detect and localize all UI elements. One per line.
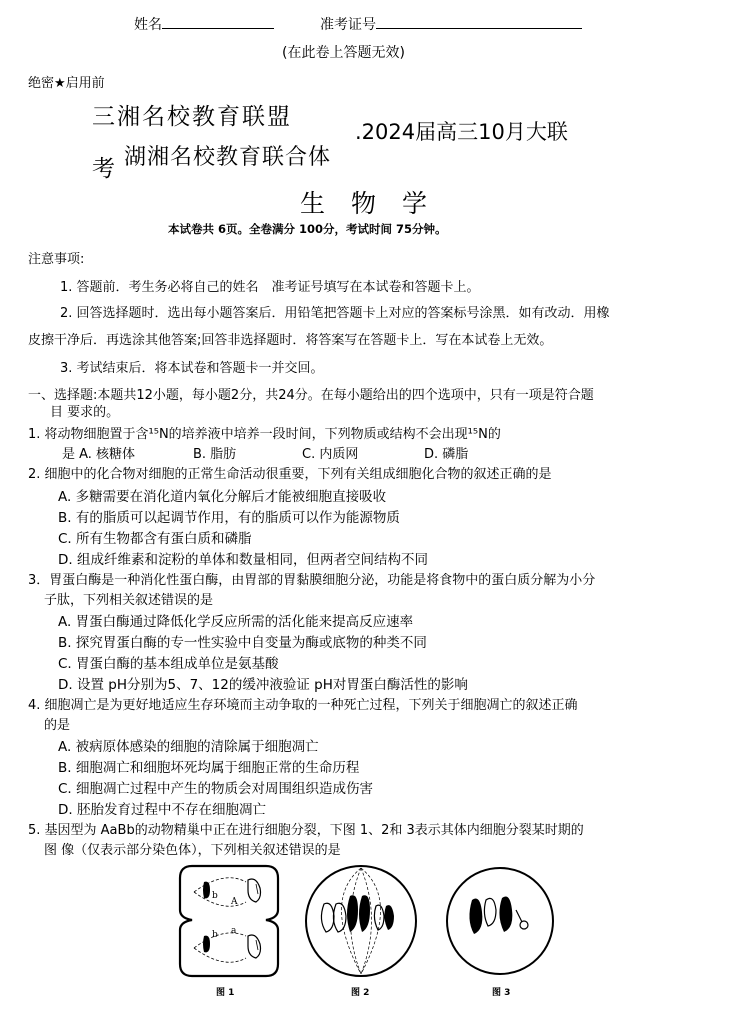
subject-title: 生物学 [300,189,454,218]
title-prefix: 考 [92,156,117,182]
q2-option-c: C. 所有生物都含有蛋白质和磷脂 [58,531,252,547]
q3-option-c: C. 胃蛋白酶的基本组成单位是氨基酸 [58,656,279,672]
note-item-3: 3. 考试结束后．将本试卷和答题卡一并交回。 [60,361,324,376]
exam-info: 本试卷共 6页。全卷满分 100分，考试时间 75分钟。 [168,222,447,236]
fig1-label-b-lower: b [212,930,218,940]
figure-1-caption: 图 1 [216,988,235,998]
q4-option-d: D. 胚胎发育过程中不存在细胞凋亡 [58,802,266,818]
q4-option-c: C. 细胞凋亡过程中产生的物质会对周围组织造成伤害 [58,781,374,797]
org-name-line2: 湖湘名校教育联合体 [124,145,332,170]
question-3-stem-cont: 子肽，下列相关叙述错误的是 [44,593,214,608]
question-5-stem: 5. 基因型为 AaBb的动物精巢中正在进行细胞分裂，下图 1、2和 3表示其体内细胞分裂某时期的 [28,823,584,838]
q2-option-b: B. 有的脂质可以起调节作用，有的脂质可以作为能源物质 [58,510,400,526]
q4-option-a: A. 被病原体感染的细胞的清除属于细胞凋亡 [58,739,319,755]
note-item-1: 1. 答题前．考生务必将自己的姓名 准考证号填写在本试卷和答题卡上。 [60,280,480,295]
section-heading: 一、选择题:本题共12小题，每小题2分，共24分。在每小题给出的四个选项中，只有一项是符合题 [28,388,594,403]
figure-2-caption: 图 2 [351,988,370,998]
question-1-stem: 1. 将动物细胞置于含¹⁵N的培养液中培养一段时间，下列物质或结构不会出现¹⁵N的 [28,427,501,442]
figure-2 [302,860,420,982]
section-heading-cont: 目 要求的。 [50,405,120,420]
fig1-label-b-upper: b [212,891,218,901]
figure-1 [174,862,284,980]
question-3-stem: 3．胃蛋白酶是一种消化性蛋白酶，由胃部的胃黏膜细胞分泌，功能是将食物中的蛋白质分解为小分 [28,573,596,588]
org-name-line1: 三湘名校教育联盟 [92,104,292,130]
q1-option-b: B. 脂肪 [193,447,237,462]
question-5-stem-cont: 图 像（仅表示部分染色体），下列相关叙述错误的是 [44,843,341,858]
name-field [134,14,274,34]
figure-3-caption: 图 3 [492,988,511,998]
question-2-stem: 2. 细胞中的化合物对细胞的正常生命活动很重要，下列有关组成细胞化合物的叙述正确的是 [28,467,552,482]
q1-option-a: 是 A. 核糖体 [62,447,136,462]
secret-mark: 绝密★启用前 [28,76,105,91]
exam-title: .2024届高三10月大联 [355,120,568,144]
note-item-2-cont: 皮擦干净后．再选涂其他答案;回答非选择题时．将答案写在答题卡上．写在本试卷上无效。 [28,333,553,348]
q3-option-b: B. 探究胃蛋白酶的专一性实验中自变量为酶或底物的种类不同 [58,635,427,651]
q2-option-a: A. 多糖需要在消化道内氧化分解后才能被细胞直接吸收 [58,489,387,505]
exam-id-field [320,14,582,34]
question-4-stem: 4. 细胞凋亡是为更好地适应生存环境而主动争取的一种死亡过程，下列关于细胞凋亡的叙述正确 [28,698,578,713]
q1-option-d: D. 磷脂 [424,447,469,462]
q3-option-a: A. 胃蛋白酶通过降低化学反应所需的活化能来提高反应速率 [58,614,414,630]
q3-option-d: D. 设置 pH分别为5、7、12的缓冲液验证 pH对胃蛋白酶活性的影响 [58,677,468,693]
q1-option-c: C. 内质网 [302,447,359,462]
question-4-stem-cont: 的是 [44,718,71,733]
name-label: 姓名 [134,17,162,33]
fig1-label-a: a [231,926,237,936]
figure-3 [444,860,556,982]
exam-id-label: 准考证号 [320,17,376,33]
fig1-label-A: A [231,897,238,907]
q2-option-d: D. 组成纤维素和淀粉的单体和数量相同，但两者空间结构不同 [58,552,428,568]
note-item-2: 2. 回答选择题时．选出每小题答案后．用铅笔把答题卡上对应的答案标号涂黑．如有改动．用橡 [60,306,610,321]
invalid-note: (在此卷上答题无效) [282,45,405,61]
notes-heading: 注意事项: [28,252,85,267]
name-blank [162,14,274,29]
exam-id-blank [376,14,582,29]
q4-option-b: B. 细胞凋亡和细胞坏死均属于细胞正常的生命历程 [58,760,360,776]
